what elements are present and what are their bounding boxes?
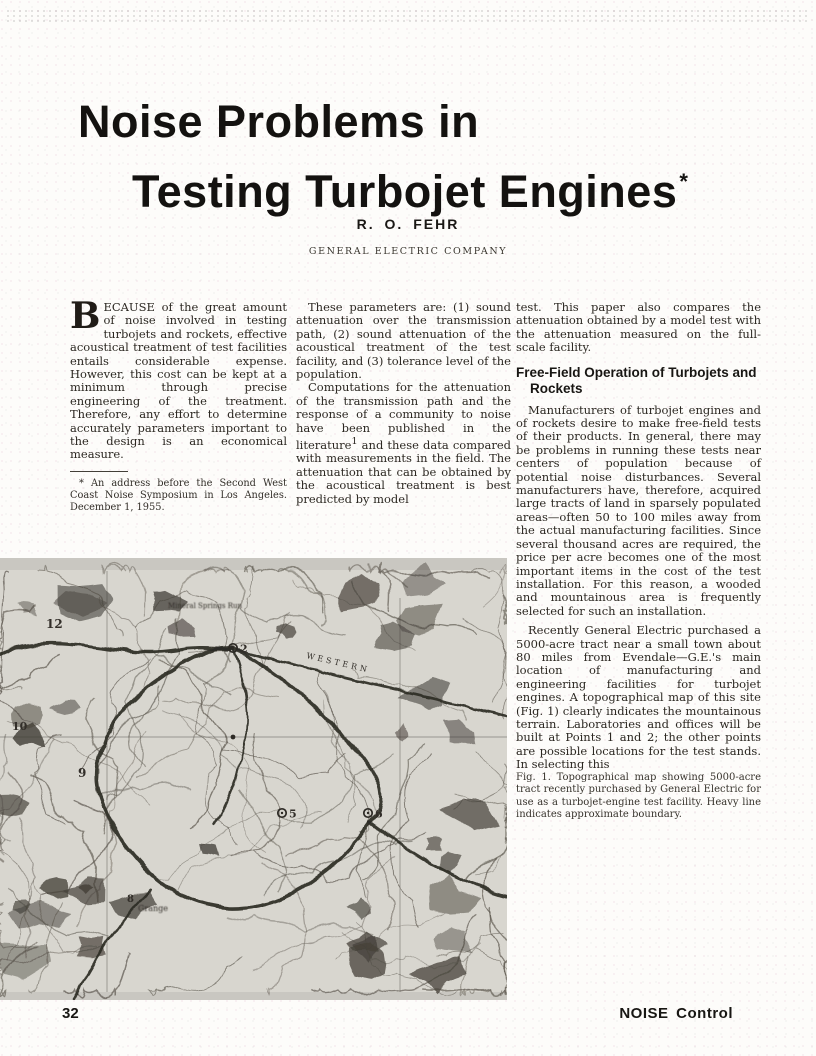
body-column-2 <box>296 301 511 506</box>
author-affiliation: GENERAL ELECTRIC COMPANY <box>308 246 508 257</box>
paragraph: Recently General Electric purchased a 5000-acre tract near a small town about 80 miles from Evendale—G.E.'s main location of manufacturing and engineering facilities for turbojet engines. A topographical map of this site (Fig. 1) clearly indicates the mountainous terrain. Laboratories and offices will be built at Points 1 and 2; the other points are possible locations for the test stands. In selecting this <box>516 623 761 772</box>
svg-text:10: 10 <box>12 720 28 733</box>
title-footnote-mark: * <box>679 169 689 195</box>
paragraph: These parameters are: (1) sound attenuation over the transmission path, (2) sound attenuation of the acoustical treatment of the test facility, and (3) tolerance level of the population. <box>296 300 511 382</box>
title-line-2: Testing Turbojet Engines* <box>132 166 689 218</box>
body-column-3 <box>516 301 761 822</box>
title-line-1: Noise Problems in <box>78 96 480 148</box>
svg-text:WESTERN: WESTERN <box>305 651 371 675</box>
svg-text:8: 8 <box>127 894 134 905</box>
scan-halftone-band <box>6 9 810 23</box>
footnote-mark: * <box>79 477 84 489</box>
paragraph: test. This paper also compares the attenuation obtained by a model test with the attenuation measured on the full-scale facility. <box>516 300 761 355</box>
figure-caption: Fig. 1. Topographical map showing 5000-acre tract recently purchased by General Electric for use as a turbojet-engine test facility. Heavy line indicates approximate boundary. <box>516 771 761 821</box>
page-number: 32 <box>62 1005 79 1022</box>
paragraph: Computations for the attenuation of the transmission path and the response of a community to noise have been published in the literature$^1$ and these data compared with measurements in the field. The attenuation that can be obtained by the acoustical treatment is best predicted by model <box>296 380 511 506</box>
journal-name: NOISE Control <box>619 1005 733 1022</box>
topographical-map <box>0 558 507 1000</box>
svg-text:Grange: Grange <box>138 904 168 913</box>
paragraph: Manufacturers of turbojet engines and of rockets desire to make free-field tests of their products. In general, there may be problems in running these tests near centers of population because of potential noise disturbances. Several manufacturers have, therefore, acquired large tracts of land in sparsely populated areas—often 50 to 100 miles away from the actual manufacturing facilities. Since several thousand acres are required, the price per acre becomes one of the most important items in the cost of the test installation. For this reason, a wooded and mountainous area is frequently selected for such an installation. <box>516 402 761 618</box>
footnote: * An address before the Second West Coast Noise Symposium in Los Angeles. December 1, 1955. <box>70 477 287 513</box>
svg-text:12: 12 <box>46 617 63 631</box>
topo-map-figure <box>0 558 507 1000</box>
drop-cap: B <box>70 295 101 337</box>
svg-text:Mineral Springs Run: Mineral Springs Run <box>168 602 242 610</box>
footnote-rule <box>70 471 128 472</box>
section-heading: Free-Field Operation of Turbojets and Rockets <box>516 364 757 396</box>
svg-text:9: 9 <box>78 766 87 780</box>
article-title <box>78 92 778 222</box>
svg-text:5: 5 <box>289 807 297 821</box>
paragraph: BECAUSE of the great amount of noise involved in testing turbojets and rockets, effective acoustical treatment of test facilities entails considerable expense. However, this cost can be kept at a minimum through precise engineering of the treatment. Therefore, any effort to determine accurately parameters important to the design is an economical measure. <box>70 295 287 462</box>
body-column-1 <box>70 295 287 514</box>
citation-superscript: 1 <box>351 436 358 448</box>
author-name: R. O. FEHR <box>356 216 460 232</box>
svg-text:2: 2 <box>240 642 248 656</box>
svg-text:6: 6 <box>375 807 383 821</box>
